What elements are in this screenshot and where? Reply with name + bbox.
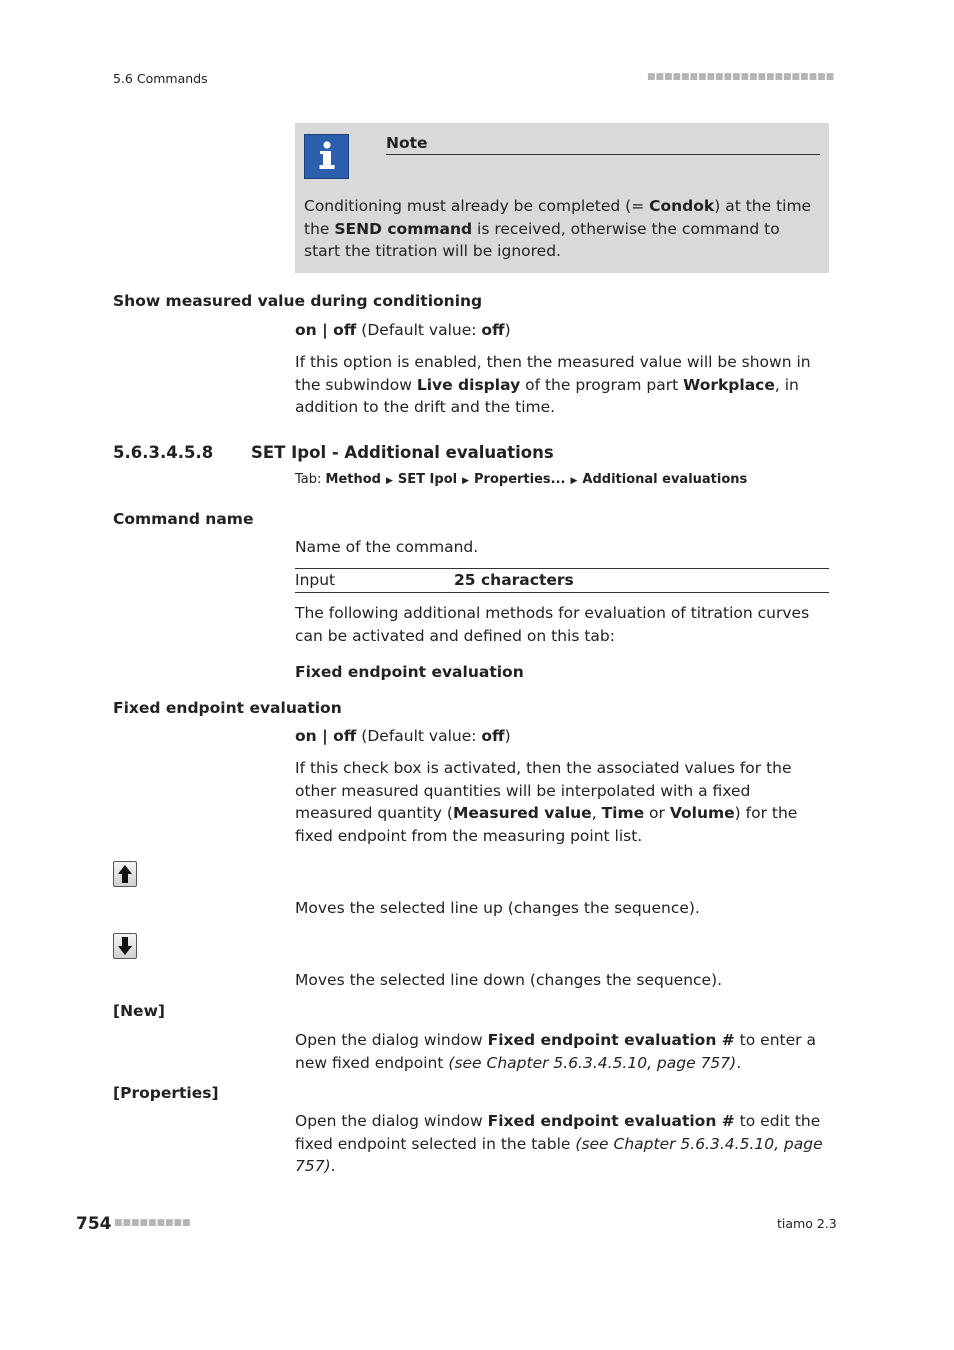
tab-path-item: SET Ipol (397, 472, 458, 487)
product-name: tiamo 2.3 (777, 1216, 837, 1231)
page-number: 754 (76, 1214, 112, 1234)
show-measured-options: on | off (Default value: off) (295, 321, 511, 339)
header-section: 5.6 Commands (113, 71, 208, 86)
chapter-reference-link: (see Chapter 5.6.3.4.5.10, page 757) (448, 1053, 737, 1072)
info-icon (304, 134, 349, 179)
footer-dots: ■■■■■■■■■ (114, 1218, 191, 1228)
properties-button-description: Open the dialog window Fixed endpoint evaluation # to edit the fixed endpoint selected in the table (see Chapter 5.6.3.4.5.10, page 757). (295, 1112, 823, 1175)
header-dots: ■■■■■■■■■■■■■■■■■■■■■■ (647, 72, 835, 82)
move-up-button[interactable] (113, 861, 137, 887)
chapter-reference-link: (see Chapter 5.6.3.4.5.10, page 757) (295, 1134, 823, 1175)
tab-path: Tab: Method ▶ SET Ipol ▶ Properties... ▶ Additional evaluations (295, 472, 748, 487)
table-bottom-rule (295, 592, 829, 593)
note-text: Conditioning must already be completed (= Condok) at the time the SEND command is received, otherwise the command to start the titration will be ignored. (304, 197, 812, 260)
note-box (295, 123, 829, 273)
move-down-description: Moves the selected line down (changes the sequence). (295, 971, 723, 989)
fixed-endpoint-description: If this check box is activated, then the associated values for the other measured quantities will be interpolated with a fixed measured quantity (Measured value, Time or Volume) for the fixed endpoint from the measuring point list. (295, 759, 798, 845)
path-separator-icon: ▶ (386, 476, 393, 486)
note-title: Note (386, 134, 820, 155)
tab-path-item: Additional evaluations (582, 472, 748, 487)
new-button-description: Open the dialog window Fixed endpoint evaluation # to enter a new fixed endpoint (see Chapter 5.6.3.4.5.10, page 757). (295, 1031, 816, 1072)
command-name-heading: Command name (113, 510, 254, 528)
show-measured-heading: Show measured value during conditioning (113, 292, 483, 310)
arrow-up-icon (117, 864, 133, 884)
fixed-endpoint-subheading: Fixed endpoint evaluation (295, 663, 524, 681)
fixed-endpoint-heading: Fixed endpoint evaluation (113, 699, 342, 717)
table-top-rule (295, 568, 829, 569)
tab-path-item: Method (325, 472, 381, 487)
new-button-label: [New] (113, 1002, 165, 1020)
properties-button-label: [Properties] (113, 1084, 219, 1102)
additional-methods-description: The following additional methods for evaluation of titration curves can be activated and defined on this tab: (295, 604, 810, 645)
input-value: 25 characters (454, 571, 574, 589)
path-separator-icon: ▶ (570, 476, 578, 486)
path-separator-icon: ▶ (462, 476, 470, 486)
show-measured-description: If this option is enabled, then the measured value will be shown in the subwindow Live display of the program part Workplace, in addition to the drift and the time. (295, 353, 811, 416)
section-number: 5.6.3.4.5.8 (113, 443, 214, 462)
move-down-button[interactable] (113, 933, 137, 959)
command-name-description: Name of the command. (295, 538, 479, 556)
tab-path-item: Properties... (474, 472, 566, 487)
arrow-down-icon (117, 936, 133, 956)
move-up-description: Moves the selected line up (changes the sequence). (295, 899, 700, 917)
section-title: SET Ipol - Additional evaluations (251, 443, 554, 462)
fixed-endpoint-options: on | off (Default value: off) (295, 727, 511, 745)
input-label: Input (295, 571, 336, 589)
